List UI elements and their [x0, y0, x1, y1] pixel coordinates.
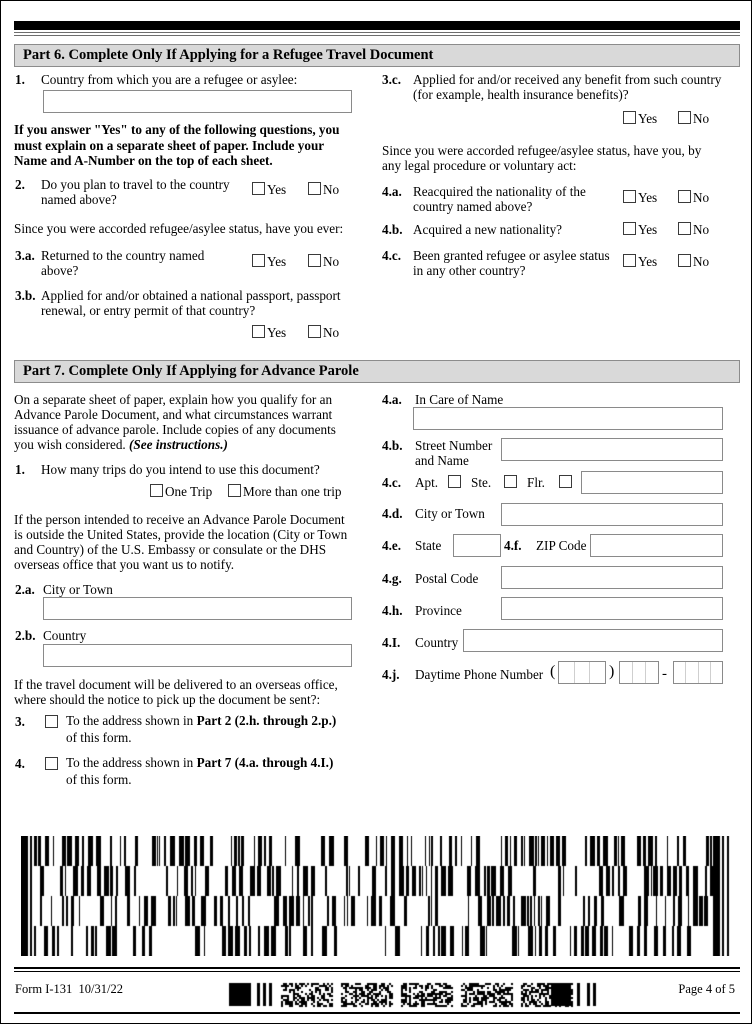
part7-q4a-number: 4.a.	[382, 392, 402, 407]
part7-q4f-label: ZIP Code	[536, 538, 587, 553]
phone-cell	[686, 662, 698, 683]
part6-q3b-line2: renewal, or entry permit of that country?	[41, 303, 256, 318]
part6-q3c-yes-checkbox[interactable]	[623, 111, 636, 124]
part7-q4h-number: 4.h.	[382, 603, 403, 618]
part7-q4g-number: 4.g.	[382, 571, 402, 586]
part7-q2a-city-input[interactable]	[43, 597, 352, 620]
part6-q3b-number: 3.b.	[15, 288, 36, 303]
part6-q4b-number: 4.b.	[382, 222, 403, 237]
part6-q3c-line2: (for example, health insurance benefits)?	[413, 87, 629, 102]
phone-cell	[633, 662, 646, 683]
part7-phone-line-number-input[interactable]	[673, 661, 723, 684]
part7-q3-number: 3.	[15, 714, 25, 729]
phone-cell	[620, 662, 633, 683]
phone-cell	[590, 662, 605, 683]
part7-more-than-one-trip-checkbox[interactable]	[228, 484, 241, 497]
page-number: Page 4 of 5	[678, 982, 735, 996]
part6-q4a-line1: Reacquired the nationality of the	[413, 184, 586, 199]
part6-q1-country-input[interactable]	[43, 90, 352, 113]
footer-rule-thick	[14, 967, 740, 969]
part6-q2-no-label: No	[323, 182, 340, 197]
part6-q3a-no-label: No	[323, 254, 340, 269]
part6-right-intro-line1: Since you were accorded refugee/asylee status, have you, by	[382, 143, 702, 158]
part7-delivery-line1: If the travel document will be delivered to an overseas office,	[14, 677, 338, 692]
part6-q3a-yes-label: Yes	[267, 254, 287, 269]
part6-q4a-number: 4.a.	[382, 184, 402, 199]
part6-q2-line2: named above?	[41, 192, 117, 207]
part7-q4c-flr-label: Flr.	[527, 475, 545, 490]
part7-q4b-line2: and Name	[415, 453, 469, 468]
top-rule-thin-2	[14, 35, 740, 36]
part7-q4d-city-input[interactable]	[501, 503, 723, 526]
part6-q4a-no-label: No	[693, 190, 710, 205]
phone-cell	[699, 662, 711, 683]
part6-q3b-yes-checkbox[interactable]	[252, 325, 265, 338]
part6-q3b-line1: Applied for and/or obtained a national passport, passport	[41, 288, 341, 303]
datamatrix-barcode	[219, 981, 601, 1009]
part6-q4a-yes-label: Yes	[638, 190, 658, 205]
part7-q4b-street-input[interactable]	[501, 438, 723, 461]
phone-cell	[646, 662, 658, 683]
part7-q4c-flr-checkbox[interactable]	[559, 475, 572, 488]
part6-q1-number: 1.	[15, 72, 25, 87]
part7-q4i-number: 4.I.	[382, 635, 401, 650]
part7-q2b-number: 2.b.	[15, 628, 36, 643]
part6-q4c-no-label: No	[693, 254, 710, 269]
part7-intro-line2: Advance Parole Document, and what circumstances warrant	[14, 407, 333, 422]
part6-q3a-line1: Returned to the country named	[41, 248, 205, 263]
part6-q3c-number: 3.c.	[382, 72, 402, 87]
part6-q3a-line2: above?	[41, 263, 79, 278]
part6-q2-no-checkbox[interactable]	[308, 182, 321, 195]
part6-q3b-yes-label: Yes	[267, 325, 287, 340]
part7-q4e-label: State	[415, 538, 442, 553]
pdf417-barcode	[21, 836, 733, 956]
part7-intro-line1: On a separate sheet of paper, explain how you qualify for an	[14, 392, 333, 407]
part7-q4h-province-input[interactable]	[501, 597, 723, 620]
phone-cell	[711, 662, 722, 683]
part6-q4a-line2: country named above?	[413, 199, 533, 214]
part7-q2a-label: City or Town	[43, 582, 113, 597]
top-rule-thick	[14, 21, 740, 30]
part6-q2-yes-checkbox[interactable]	[252, 182, 265, 195]
part7-q4-text-a: To the address shown in	[66, 755, 197, 770]
part6-notice-text: If you answer "Yes" to any of the following questions, you must explain on a separate sheet of paper. Include your Name and A-Number on the top of each sheet.	[14, 122, 340, 169]
part6-q3c-no-checkbox[interactable]	[678, 111, 691, 124]
part7-embassy-line3: and Country) of the U.S. Embassy or consulate or the DHS	[14, 542, 327, 557]
part7-intro-line4-text: you wish considered.	[14, 437, 130, 452]
part7-q4a-label: In Care of Name	[415, 392, 504, 407]
part7-q4g-label: Postal Code	[415, 571, 479, 586]
part7-q4b-line1: Street Number	[415, 438, 493, 453]
part7-q4h-label: Province	[415, 603, 462, 618]
part7-q4f-number: 4.f.	[504, 538, 522, 553]
part6-q3a-no-checkbox[interactable]	[308, 254, 321, 267]
part7-q4-line1	[66, 755, 333, 771]
part6-q3b-no-checkbox[interactable]	[308, 325, 321, 338]
part7-q4-line2: of this form.	[66, 772, 132, 787]
footer-rule-thin	[14, 971, 740, 972]
part7-q4c-number: 4.c.	[382, 475, 402, 490]
part7-q2b-label: Country	[43, 628, 87, 643]
part7-phone-prefix-input[interactable]	[619, 661, 659, 684]
part7-q4i-country-input[interactable]	[463, 629, 723, 652]
phone-cell	[674, 662, 686, 683]
part7-header: Part 7. Complete Only If Applying for Advance Parole	[14, 360, 740, 383]
footer-form-info	[15, 982, 123, 997]
part6-q4c-no-checkbox[interactable]	[678, 254, 691, 267]
part6-q3c-line1: Applied for and/or received any benefit from such country	[413, 72, 722, 87]
part7-q4c-apt-checkbox[interactable]	[448, 475, 461, 488]
part7-phone-area-code-input[interactable]	[558, 661, 606, 684]
part7-q4i-label: Country	[415, 635, 459, 650]
part6-q3c-yes-label: Yes	[638, 111, 658, 126]
part6-q4a-yes-checkbox[interactable]	[623, 190, 636, 203]
part7-q1-number: 1.	[15, 462, 25, 477]
part6-q3a-yes-checkbox[interactable]	[252, 254, 265, 267]
part6-q1-label: Country from which you are a refugee or asylee:	[41, 72, 298, 87]
part6-q2-yes-label: Yes	[267, 182, 287, 197]
part6-q4a-no-checkbox[interactable]	[678, 190, 691, 203]
part7-q4c-apt-ste-flr-input[interactable]	[581, 471, 723, 494]
part6-q4c-yes-label: Yes	[638, 254, 658, 269]
part7-q3-line1	[66, 713, 336, 729]
part7-q4c-apt-label: Apt.	[415, 475, 439, 490]
part7-q4a-in-care-of-name-input[interactable]	[413, 407, 723, 430]
part6-q3c-no-label: No	[693, 111, 710, 126]
phone-cell	[559, 662, 575, 683]
part6-q4c-line2: in any other country?	[413, 263, 526, 278]
part6-q3a-number: 3.a.	[15, 248, 35, 263]
part7-q3-line2: of this form.	[66, 730, 132, 745]
part6-left-intro: Since you were accorded refugee/asylee status, have you ever:	[14, 221, 344, 236]
part6-q4c-number: 4.c.	[382, 248, 402, 263]
part7-delivery-line2: where should the notice to pick up the document be sent?:	[14, 692, 321, 707]
part7-q4j-number: 4.j.	[382, 667, 400, 682]
part6-q4b-line1: Acquired a new nationality?	[413, 222, 563, 237]
part7-embassy-line2: is outside the United States, provide the location (City or Town	[14, 527, 348, 542]
part7-q4g-postal-code-input[interactable]	[501, 566, 723, 589]
part7-embassy-line1: If the person intended to receive an Advance Parole Document	[14, 512, 345, 527]
part7-q4-number: 4.	[15, 756, 25, 771]
part7-q2b-country-input[interactable]	[43, 644, 352, 667]
part7-more-than-one-trip-label: More than one trip	[243, 484, 342, 499]
part7-q4e-number: 4.e.	[382, 538, 402, 553]
part7-q4j-label: Daytime Phone Number	[415, 667, 544, 682]
part6-q4b-yes-label: Yes	[638, 222, 658, 237]
part7-q3-text-b: Part 2 (2.h. through 2.p.)	[196, 713, 337, 728]
part6-header: Part 6. Complete Only If Applying for a Refugee Travel Document	[14, 44, 740, 67]
part7-q3-checkbox[interactable]	[45, 715, 58, 728]
form-number: Form I-131	[15, 982, 73, 996]
part7-q4c-ste-checkbox[interactable]	[504, 475, 517, 488]
part7-embassy-line4: overseas office that you want us to notify.	[14, 557, 235, 572]
part7-q4d-number: 4.d.	[382, 506, 403, 521]
part7-one-trip-checkbox[interactable]	[150, 484, 163, 497]
part6-q4b-no-label: No	[693, 222, 710, 237]
part7-phone-open-paren: (	[550, 663, 556, 680]
part6-right-intro-line2: any legal procedure or voluntary act:	[382, 158, 577, 173]
part7-q4b-number: 4.b.	[382, 438, 403, 453]
part6-q4c-yes-checkbox[interactable]	[623, 254, 636, 267]
part7-q1-label: How many trips do you intend to use this document?	[41, 462, 320, 477]
part7-see-instructions: (See instructions.)	[129, 437, 228, 452]
form-edition-date: 10/31/22	[78, 982, 123, 996]
part6-q2-number: 2.	[15, 177, 25, 192]
part7-q3-text-a: To the address shown in	[66, 713, 197, 728]
part7-q4f-zip-input[interactable]	[590, 534, 723, 557]
footer-rule-bottom	[14, 1012, 740, 1014]
part7-intro-line4	[14, 437, 228, 453]
part7-intro-line3: issuance of advance parole. Include copies of any documents	[14, 422, 336, 437]
phone-cell	[575, 662, 591, 683]
part7-q4-checkbox[interactable]	[45, 757, 58, 770]
part7-q2a-number: 2.a.	[15, 582, 35, 597]
part6-q2-line1: Do you plan to travel to the country	[41, 177, 230, 192]
part7-q4e-state-input[interactable]	[453, 534, 501, 557]
top-rule-thin-1	[14, 32, 740, 33]
part7-q4-text-b: Part 7 (4.a. through 4.I.)	[196, 755, 334, 770]
part7-phone-dash: -	[662, 666, 667, 682]
part6-q4b-yes-checkbox[interactable]	[623, 222, 636, 235]
part7-q4d-label: City or Town	[415, 506, 485, 521]
part7-q4c-ste-label: Ste.	[471, 475, 492, 490]
part6-q4b-no-checkbox[interactable]	[678, 222, 691, 235]
part6-q3b-no-label: No	[323, 325, 340, 340]
part6-q4c-line1: Been granted refugee or asylee status	[413, 248, 610, 263]
part7-one-trip-label: One Trip	[165, 484, 213, 499]
part7-phone-close-paren: )	[609, 663, 615, 680]
